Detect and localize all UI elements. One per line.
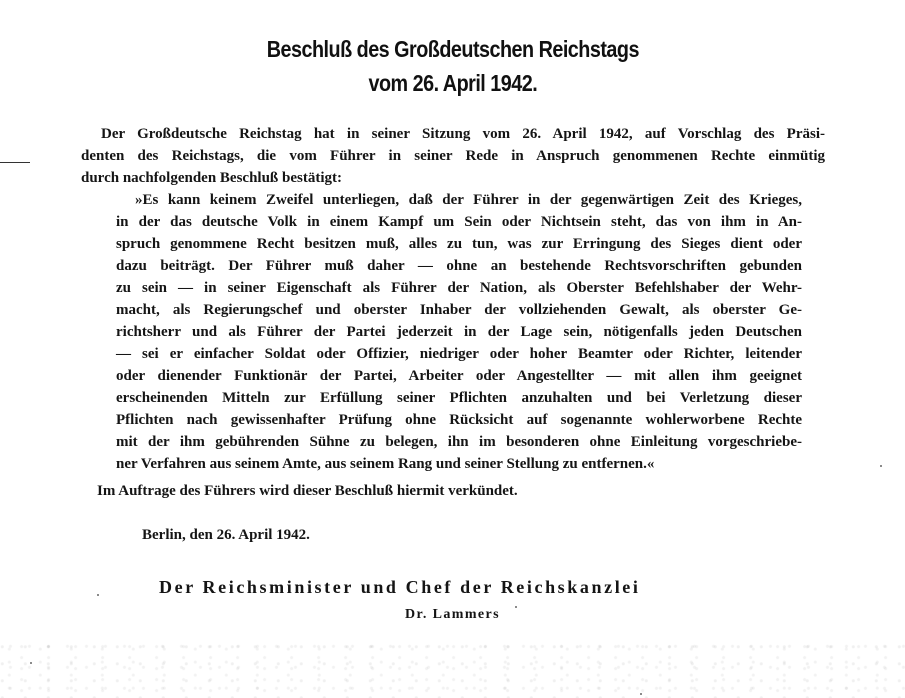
quote-line: dazu beiträgt. Der Führer muß daher — ohne an bestehende Rechtsvorschriften gebunden — [116, 258, 802, 274]
quote-line: spruch genommene Recht besitzen muß, alles zu tun, was zur Erringung des Sieges dient oder — [116, 236, 802, 252]
quote-line: »Es kann keinem Zweifel unterliegen, daß der Führer in der gegenwärtigen Zeit des Krieges, — [135, 192, 802, 208]
intro-line: durch nachfolgenden Beschluß bestätigt: — [81, 170, 343, 186]
scan-noise — [0, 640, 905, 698]
scan-speck — [880, 465, 882, 467]
document-subtitle-date: vom 26. April 1942. — [368, 70, 538, 96]
quote-line: — sei er einfacher Soldat oder Offizier, niedriger oder hoher Beamter oder Richter, leitender — [116, 346, 802, 362]
document-title: Beschluß des Großdeutschen Reichstags — [266, 36, 639, 62]
quote-line: mit der ihm gebührenden Sühne zu belegen, ihn im besonderen ohne Einleitung vorgeschriebe- — [116, 434, 802, 450]
quote-line: Pflichten nach gewissenhafter Prüfung ohne Rücksicht auf sogenannte wohlerworbene Rechte — [116, 412, 802, 428]
proclamation-line: Im Auftrage des Führers wird dieser Beschluß hiermit verkündet. — [97, 483, 518, 499]
place-date: Berlin, den 26. April 1942. — [142, 527, 310, 543]
scan-speck — [97, 594, 99, 596]
margin-rule — [0, 162, 30, 163]
intro-line: Der Großdeutsche Reichstag hat in seiner Sitzung vom 26. April 1942, auf Vorschlag des Präsi- — [101, 126, 825, 142]
quote-line: erscheinenden Mitteln zur Erfüllung seiner Pflichten anzuhalten und bei Verletzung dieser — [116, 390, 802, 406]
quote-line: macht, als Regierungschef und oberster Inhaber der vollziehenden Gewalt, als oberster Ge- — [116, 302, 802, 318]
quote-line: oder dienender Funktionär der Partei, Arbeiter oder Angestellter — mit allen ihm geeignet — [116, 368, 802, 384]
quote-line: zu sein — in seiner Eigenschaft als Führer der Nation, als Oberster Befehlshaber der Wehr- — [116, 280, 802, 296]
scan-speck — [515, 606, 517, 608]
intro-line: denten des Reichstags, die vom Führer in seiner Rede in Anspruch genommenen Rechte einmütig — [81, 148, 825, 164]
signatory-name: Dr. Lammers — [405, 607, 500, 622]
signatory-title: Der Reichsminister und Chef der Reichskanzlei — [159, 577, 641, 597]
quote-line: richtsherr und als Führer der Partei jederzeit in der Lage sein, nötigenfalls jeden Deutschen — [116, 324, 802, 340]
quote-line: in der das deutsche Volk in einem Kampf um Sein oder Nichtsein steht, das von ihm in An- — [116, 214, 802, 230]
quote-line: ner Verfahren aus seinem Amte, aus seinem Rang und seiner Stellung zu entfernen.« — [116, 456, 655, 472]
